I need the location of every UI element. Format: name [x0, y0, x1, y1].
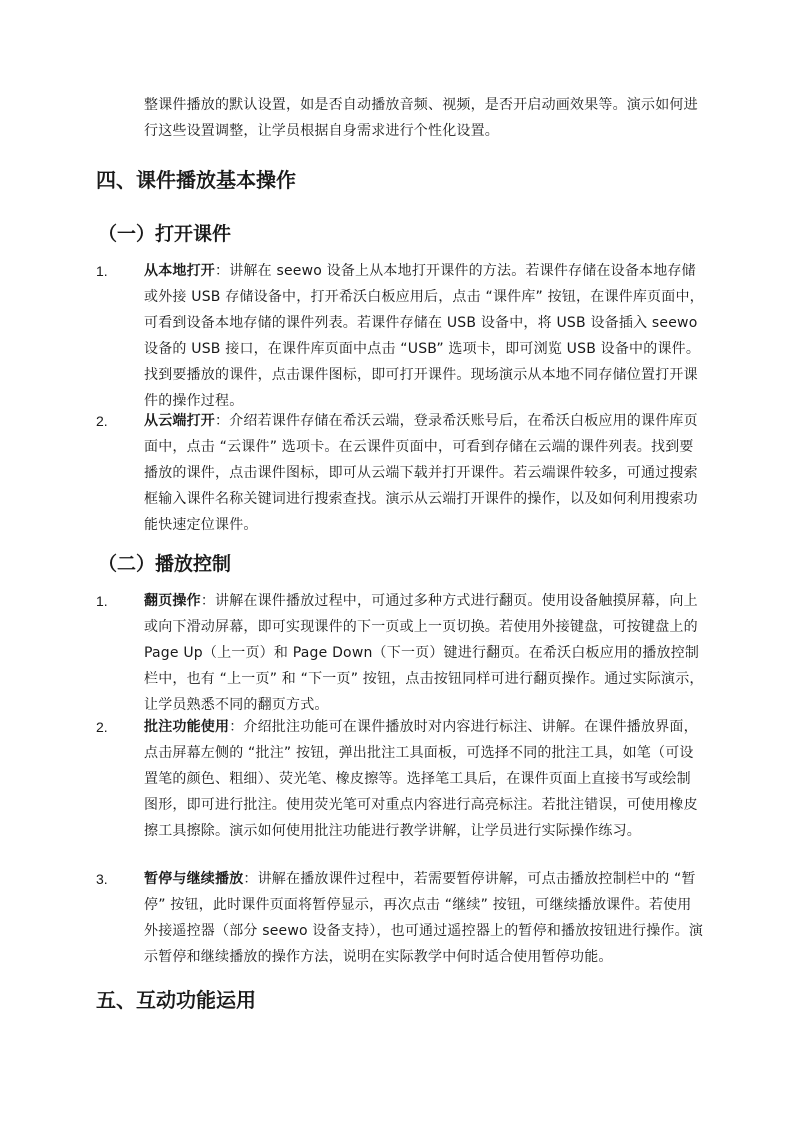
list-number: 1.: [96, 263, 108, 279]
list-item-body: [144, 588, 704, 718]
list-number: 2.: [96, 719, 108, 735]
item-lead: 从本地打开: [144, 263, 215, 279]
list-item-body: [144, 866, 704, 970]
item-lead: 批注功能使用: [144, 719, 230, 735]
intro-paragraph: 整课件播放的默认设置，如是否自动播放音频、视频，是否开启动画效果等。演示如何进行这些设置调整，让学员根据自身需求进行个性化设置。: [144, 97, 698, 139]
item-lead: 从云端打开: [144, 413, 215, 429]
item-text: ：讲解在 seewo 设备上从本地打开课件的方法。若课件存储在设备本地存储或外接 USB 存储设备中，打开希沃白板应用后，点击 “课件库” 按钮，在课件库页面中，可看到设备本地存储的课件列表。若课件存储在 USB 设备中，将 USB 设备插入 seewo 设备的 USB 接口，在课件库页面中点击 “USB” 选项卡，即可浏览 USB 设备中的课件。找到要播放的课件，点击课件图标，即可打开课件。现场演示从本地不同存储位置打开课件的操作过程。: [144, 263, 704, 409]
list-number: 2.: [96, 413, 108, 429]
list-number: 1.: [96, 593, 108, 609]
list-number: 3.: [96, 871, 108, 887]
list-item-body: [144, 408, 704, 538]
item-text: ：讲解在课件播放过程中，可通过多种方式进行翻页。使用设备触摸屏幕，向上或向下滑动屏幕，即可实现课件的下一页或上一页切换。若使用外接键盘，可按键盘上的 Page Up（上一页）和 Page Down（下一页）键进行翻页。在希沃白板应用的播放控制栏中，也有 “上一页” 和 “下一页” 按钮，点击按钮同样可进行翻页操作。通过实际演示，让学员熟悉不同的翻页方式。: [144, 593, 704, 713]
item-text: ：讲解在播放课件过程中，若需要暂停讲解，可点击播放控制栏中的 “暂停” 按钮，此时课件页面将暂停显示，再次点击 “继续” 按钮，可继续播放课件。若使用外接遥控器（部分 seewo 设备支持），也可通过遥控器上的暂停和播放按钮进行操作。演示暂停和继续播放的操作方法，说明在实际教学中何时适合使用暂停功能。: [144, 871, 704, 965]
item-lead: 暂停与继续播放: [144, 871, 244, 887]
section-5-heading: 五、互动功能运用: [96, 988, 256, 1012]
list-item-body: [144, 714, 704, 844]
subsection-2-heading: （二）播放控制: [98, 553, 232, 575]
item-text: ：介绍批注功能可在课件播放时对内容进行标注、讲解。在课件播放界面，点击屏幕左侧的 “批注” 按钮，弹出批注工具面板，可选择不同的批注工具，如笔（可设置笔的颜色、粗细）、荧光笔、橡皮擦等。选择笔工具后，在课件页面上直接书写或绘制图形，即可进行批注。使用荧光笔可对重点内容进行高亮标注。若批注错误，可使用橡皮擦工具擦除。演示如何使用批注功能进行教学讲解，让学员进行实际操作练习。: [144, 719, 698, 839]
item-lead: 翻页操作: [144, 593, 201, 609]
item-text: ：介绍若课件存储在希沃云端，登录希沃账号后，在希沃白板应用的课件库页面中，点击 “云课件” 选项卡。在云课件页面中，可看到存储在云端的课件列表。找到要播放的课件，点击课件图标，即可从云端下载并打开课件。若云端课件较多，可通过搜索框输入课件名称关键词进行搜索查找。演示从云端打开课件的操作，以及如何利用搜索功能快速定位课件。: [144, 413, 698, 533]
section-4-heading: 四、课件播放基本操作: [96, 168, 296, 192]
list-item-body: [144, 258, 704, 414]
subsection-1-heading: （一）打开课件: [98, 223, 232, 245]
